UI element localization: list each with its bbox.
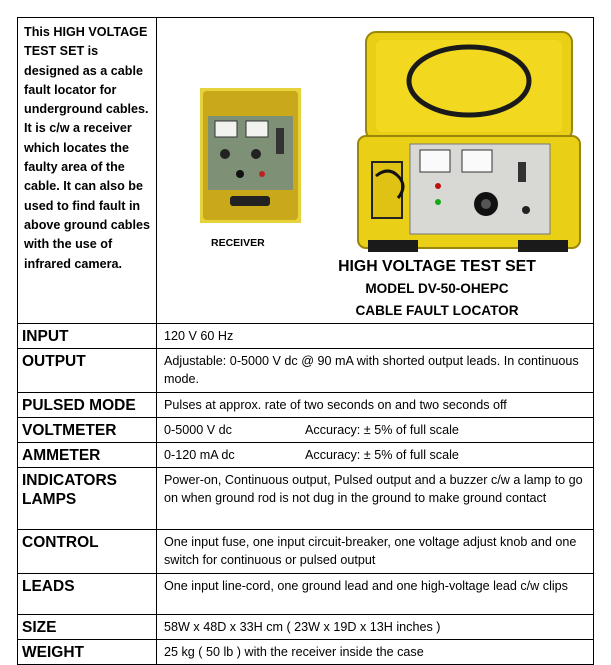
test-set-photo — [348, 26, 590, 258]
spec-value: 0-5000 V dc — [164, 423, 232, 437]
spec-label: PULSED MODE — [18, 393, 157, 418]
spec-value: 25 kg ( 50 lb ) with the receiver inside the case — [157, 640, 594, 665]
spec-row-input — [18, 324, 594, 349]
spec-value: 0-120 mA dc — [164, 448, 235, 462]
intro-text: This HIGH VOLTAGE TEST SET is designed as a cable fault locator for underground cables. It is c/w a receiver which locates the faulty area of the cable. It can also be used to find fault in above ground cables with the use of infrared camera. — [24, 25, 150, 271]
spec-value-cell — [157, 443, 594, 468]
spec-row-voltmeter — [18, 418, 594, 443]
spec-value: Power-on, Continuous output, Pulsed output and a buzzer c/w a lamp to go on when ground rod is not dug in the ground to make ground contact — [157, 468, 594, 530]
spec-row-ammeter — [18, 443, 594, 468]
spec-label: CONTROL — [18, 530, 157, 574]
spec-row-weight — [18, 640, 594, 665]
intro-cell — [18, 18, 157, 324]
spec-sheet — [17, 17, 593, 661]
spec-value-cell — [157, 418, 594, 443]
spec-value: One input fuse, one input circuit-breaker, one voltage adjust knob and one switch for continuous or pulsed output — [157, 530, 594, 574]
spec-label: INDICATORS LAMPS — [18, 468, 157, 530]
spec-row-leads — [18, 574, 594, 615]
spec-label: AMMETER — [18, 443, 157, 468]
receiver-photo — [200, 88, 301, 223]
spec-label: INPUT — [18, 324, 157, 349]
spec-row-pulsed-mode — [18, 393, 594, 418]
spec-row-size — [18, 615, 594, 640]
product-model: MODEL DV-50-OHEPC — [365, 281, 509, 296]
spec-value: 120 V 60 Hz — [157, 324, 594, 349]
spec-row-output — [18, 349, 594, 393]
product-title-block — [317, 256, 557, 322]
hero-cell — [157, 18, 594, 324]
spec-label: WEIGHT — [18, 640, 157, 665]
spec-value: Pulses at approx. rate of two seconds on and two seconds off — [157, 393, 594, 418]
spec-row-indicators-lamps — [18, 468, 594, 530]
product-title: HIGH VOLTAGE TEST SET — [338, 258, 536, 275]
spec-label: OUTPUT — [18, 349, 157, 393]
spec-accuracy: Accuracy: ± 5% of full scale — [305, 423, 459, 437]
spec-label: SIZE — [18, 615, 157, 640]
spec-label: LEADS — [18, 574, 157, 615]
spec-value: One input line-cord, one ground lead and one high-voltage lead c/w clips — [157, 574, 594, 615]
hero-row — [18, 18, 594, 324]
spec-value: 58W x 48D x 33H cm ( 23W x 19D x 13H inches ) — [157, 615, 594, 640]
spec-value: Adjustable: 0-5000 V dc @ 90 mA with shorted output leads. In continuous mode. — [157, 349, 594, 393]
spec-label: VOLTMETER — [18, 418, 157, 443]
spec-table — [17, 17, 594, 665]
receiver-caption: RECEIVER — [211, 237, 265, 249]
spec-accuracy: Accuracy: ± 5% of full scale — [305, 448, 459, 462]
product-subtitle: CABLE FAULT LOCATOR — [355, 303, 519, 318]
spec-row-control — [18, 530, 594, 574]
